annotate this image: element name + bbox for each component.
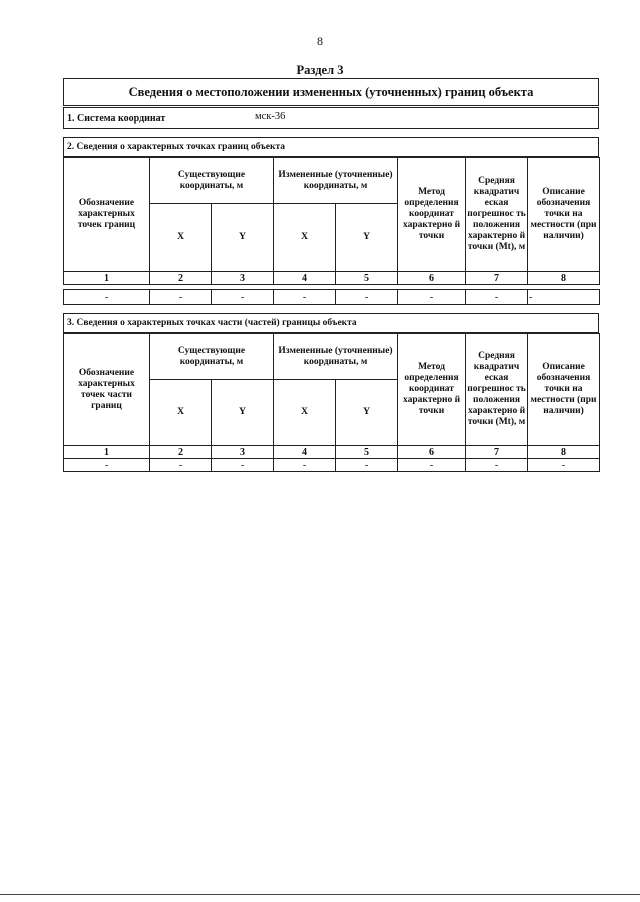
cell-value: -: [336, 290, 398, 305]
cell-value: -: [274, 290, 336, 305]
col-changed-x: X: [274, 204, 336, 272]
column-number: 5: [336, 272, 398, 285]
col-changed-x: X: [274, 380, 336, 446]
col-changed: Измененные (уточненные) координаты, м: [274, 158, 398, 204]
col-description: Описание обозначения точки на местности (при наличии): [528, 334, 600, 446]
coord-system-row: [63, 107, 599, 129]
col-existing-x: X: [150, 380, 212, 446]
col-description: Описание обозначения точки на местности (при наличии): [528, 158, 600, 272]
cell-value: -: [64, 290, 150, 305]
column-number: 5: [336, 446, 398, 459]
main-title: Сведения о местоположении измененных (уточненных) границ объекта: [63, 78, 599, 106]
table-row-numbers: [64, 446, 600, 459]
cell-value: -: [64, 459, 150, 472]
cell-value: -: [466, 290, 528, 305]
column-number: 3: [212, 446, 274, 459]
col-error: Средняя квадратич еская погрешнос ть положения характерно й точки (Mt), м: [466, 158, 528, 272]
column-number: 3: [212, 272, 274, 285]
cell-value: -: [466, 459, 528, 472]
section-title: Раздел 3: [296, 63, 344, 77]
cell-value: -: [398, 290, 466, 305]
col-existing: Существующие координаты, м: [150, 158, 274, 204]
table-row-numbers: [64, 272, 600, 285]
cell-value: -: [212, 459, 274, 472]
col-error: Средняя квадратич еская погрешнос ть положения характерно й точки (Mt), м: [466, 334, 528, 446]
col-changed: Измененные (уточненные) координаты, м: [274, 334, 398, 380]
col-existing-y: Y: [212, 380, 274, 446]
col-designation: Обозначение характерных точек части границ: [64, 334, 150, 446]
column-number: 7: [466, 272, 528, 285]
section2-table: [63, 157, 600, 305]
col-changed-y: Y: [336, 380, 398, 446]
column-number: 4: [274, 446, 336, 459]
col-method: Метод определения координат характерно й точки: [398, 334, 466, 446]
table-row: [64, 290, 600, 305]
cell-value: -: [212, 290, 274, 305]
column-number: 4: [274, 272, 336, 285]
column-number: 6: [398, 272, 466, 285]
cell-value: -: [528, 290, 600, 305]
col-existing: Существующие координаты, м: [150, 334, 274, 380]
cell-value: -: [528, 459, 600, 472]
cell-value: -: [150, 459, 212, 472]
col-changed-y: Y: [336, 204, 398, 272]
cell-value: -: [398, 459, 466, 472]
section3-table: [63, 333, 600, 472]
coord-system-value: мск-36: [255, 111, 286, 122]
section2-title: 2. Сведения о характерных точках границ объекта: [63, 137, 599, 157]
column-number: 2: [150, 272, 212, 285]
section3-title: 3. Сведения о характерных точках части (частей) границы объекта: [63, 313, 599, 333]
column-number: 1: [64, 446, 150, 459]
col-method: Метод определения координат характерно й точки: [398, 158, 466, 272]
page-bottom-rule: [0, 894, 640, 895]
column-number: 7: [466, 446, 528, 459]
column-number: 2: [150, 446, 212, 459]
col-designation: Обозначение характерных точек границ: [64, 158, 150, 272]
column-number: 8: [528, 272, 600, 285]
col-existing-y: Y: [212, 204, 274, 272]
coord-system-label: 1. Система координат: [67, 113, 166, 124]
table-row: [64, 459, 600, 472]
cell-value: -: [336, 459, 398, 472]
column-number: 1: [64, 272, 150, 285]
cell-value: -: [150, 290, 212, 305]
cell-value: -: [274, 459, 336, 472]
column-number: 6: [398, 446, 466, 459]
page-number: 8: [317, 34, 323, 48]
column-number: 8: [528, 446, 600, 459]
col-existing-x: X: [150, 204, 212, 272]
